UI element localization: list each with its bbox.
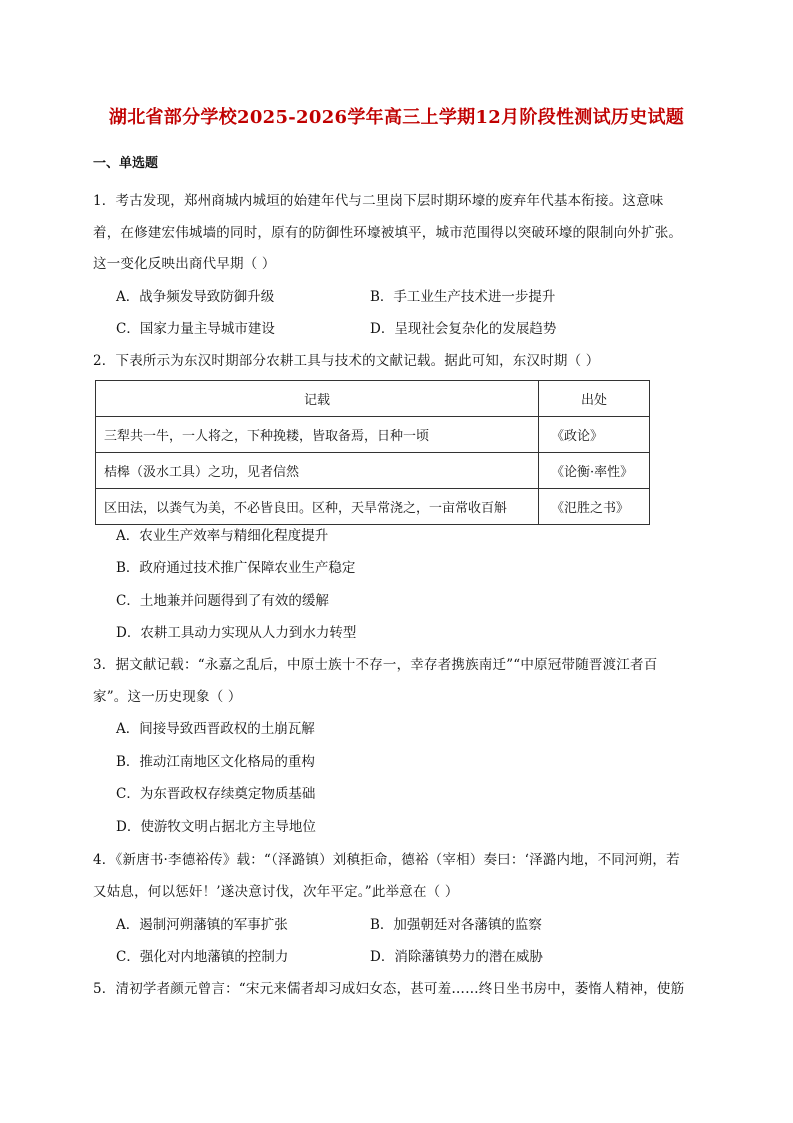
table-cell-source: 《氾胜之书》 (539, 489, 650, 525)
table-row (96, 489, 650, 525)
q1-option-d[interactable]: D．呈现社会复杂化的发展趋势 (370, 321, 557, 337)
q4-stem-line: 4．《新唐书·李德裕传》载：“（泽潞镇）刘稹拒命，德裕（宰相）奏曰：‘泽潞内地，不同河朔，若 (93, 852, 680, 868)
q1-stem-line: 这一变化反映出商代早期（ ） (93, 256, 276, 272)
table-cell-source: 《论衡·率性》 (539, 453, 650, 489)
q2-option-d[interactable]: D．农耕工具动力实现从人力到水力转型 (116, 625, 357, 641)
q4-option-b[interactable]: B．加强朝廷对各藩镇的监察 (370, 917, 542, 933)
section-heading: 一、单选题 (93, 156, 159, 171)
q2-option-b[interactable]: B．政府通过技术推广保障农业生产稳定 (116, 560, 356, 576)
exam-title: 湖北省部分学校2025-2026学年高三上学期12月阶段性测试历史试题 (108, 107, 685, 128)
q3-option-a[interactable]: A．间接导致西晋政权的土崩瓦解 (116, 721, 315, 737)
q4-option-d[interactable]: D．消除藩镇势力的潜在威胁 (370, 949, 543, 965)
q5-stem-line: 5．清初学者颜元曾言：“宋元来儒者却习成妇女态，甚可羞……终日坐书房中，萎惰人精神，使筋 (93, 981, 685, 997)
q1-option-a[interactable]: A．战争频发导致防御升级 (116, 289, 275, 305)
table-cell-record: 桔槔（汲水工具）之功，见者信然 (96, 453, 539, 489)
q3-option-c[interactable]: C．为东晋政权存续奠定物质基础 (116, 786, 316, 802)
q2-option-c[interactable]: C．土地兼并问题得到了有效的缓解 (116, 593, 329, 609)
q4-stem-line: 又姑息，何以惩奸！’遂决意讨伐，次年平定。”此举意在（ ） (93, 884, 459, 900)
table-header-row (96, 381, 650, 417)
q1-stem-line: 着，在修建宏伟城墙的同时，原有的防御性环壕被填平，城市范围得以突破环壕的限制向外扩张。 (93, 225, 683, 241)
q1-stem-line: 1．考古发现，郑州商城内城垣的始建年代与二里岗下层时期环壕的废弃年代基本衔接。这意味 (93, 193, 664, 209)
table-cell-source: 《政论》 (539, 417, 650, 453)
q1-option-b[interactable]: B．手工业生产技术进一步提升 (370, 289, 556, 305)
q3-option-b[interactable]: B．推动江南地区文化格局的重构 (116, 754, 315, 770)
q4-option-a[interactable]: A．遏制河朔藩镇的军事扩张 (116, 917, 288, 933)
table-cell-record: 三犁共一牛，一人将之，下种挽耧，皆取备焉，日种一顷 (96, 417, 539, 453)
table-row (96, 453, 650, 489)
q3-option-d[interactable]: D．使游牧文明占据北方主导地位 (116, 819, 316, 835)
table-header-record: 记载 (96, 381, 539, 417)
table-row (96, 417, 650, 453)
table-cell-record: 区田法，以粪气为美，不必皆良田。区种，天旱常浇之，一亩常收百斛 (96, 489, 539, 525)
q3-stem-line: 3．据文献记载：“永嘉之乱后，中原士族十不存一，幸存者携族南迁”“中原冠带随晋渡江者百 (93, 657, 658, 673)
q3-stem-line: 家”。这一历史现象（ ） (93, 689, 242, 705)
source-table (95, 380, 650, 525)
q1-option-c[interactable]: C．国家力量主导城市建设 (116, 321, 275, 337)
table-header-source: 出处 (539, 381, 650, 417)
q2-option-a[interactable]: A．农业生产效率与精细化程度提升 (116, 528, 329, 544)
q2-stem: 2．下表所示为东汉时期部分农耕工具与技术的文献记载。据此可知，东汉时期（ ） (93, 353, 600, 369)
q4-option-c[interactable]: C．强化对内地藩镇的控制力 (116, 949, 289, 965)
